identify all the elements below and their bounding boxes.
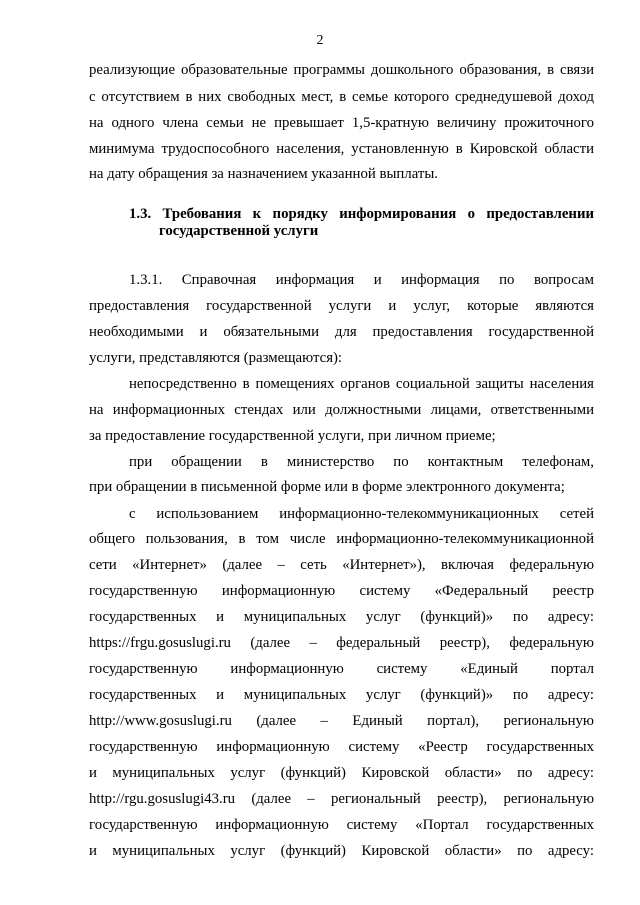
text-line: за предоставление государственной услуги, при личном приеме; xyxy=(89,428,496,444)
text-line: http://www.gosuslugi.ru (далее – Единый портал), региональную xyxy=(89,713,594,729)
text-line: предоставления государственной услуги и услуг, которые являются xyxy=(89,298,594,314)
text-line: с отсутствием в них свободных мест, в семье которого среднедушевой доход xyxy=(89,89,594,105)
text-line: непосредственно в помещениях органов социальной защиты населения xyxy=(129,376,594,392)
text-line: государственную информационную систему «Портал государственных xyxy=(89,817,594,833)
text-line: государственных и муниципальных услуг (функций)» по адресу: xyxy=(89,609,594,625)
section-heading-line: государственной услуги xyxy=(159,223,319,239)
text-line: на одного члена семьи не превышает 1,5-кратную величину прожиточного xyxy=(89,115,594,131)
page-number: 2 xyxy=(316,33,324,48)
text-line: государственную информационную систему «Единый портал xyxy=(89,661,594,677)
text-line: общего пользования, в том числе информационно-телекоммуникационной xyxy=(89,531,594,547)
text-line: и муниципальных услуг (функций) Кировской области» по адресу: xyxy=(89,843,594,859)
text-line: при обращении в письменной форме или в форме электронного документа; xyxy=(89,479,565,495)
text-line: государственную информационную систему «Федеральный реестр xyxy=(89,583,594,599)
text-line: государственных и муниципальных услуг (функций)» по адресу: xyxy=(89,687,594,703)
text-line: минимума трудоспособного населения, установленную в Кировской области xyxy=(89,141,594,157)
text-line: и муниципальных услуг (функций) Кировской области» по адресу: xyxy=(89,765,594,781)
text-line: https://frgu.gosuslugi.ru (далее – федеральный реестр), федеральную xyxy=(89,635,594,651)
text-line: реализующие образовательные программы дошкольного образования, в связи xyxy=(89,62,594,78)
text-line: http://rgu.gosuslugi43.ru (далее – региональный реестр), региональную xyxy=(89,791,594,807)
text-line: необходимыми и обязательными для предоставления государственной xyxy=(89,324,594,340)
text-line: услуги, представляются (размещаются): xyxy=(89,350,343,366)
text-line: государственную информационную систему «Реестр государственных xyxy=(89,739,594,755)
text-line: сети «Интернет» (далее – сеть «Интернет»), включая федеральную xyxy=(89,557,594,573)
text-line: с использованием информационно-телекоммуникационных сетей xyxy=(129,506,594,522)
text-line: при обращении в министерство по контактным телефонам, xyxy=(129,454,594,470)
text-line: на дату обращения за назначением указанной выплаты. xyxy=(89,166,438,182)
section-heading-line: 1.3. Требования к порядку информирования о предоставлении xyxy=(129,206,594,222)
text-line: на информационных стендах или должностными лицами, ответственными xyxy=(89,402,594,418)
text-line: 1.3.1. Справочная информация и информация по вопросам xyxy=(129,272,594,288)
